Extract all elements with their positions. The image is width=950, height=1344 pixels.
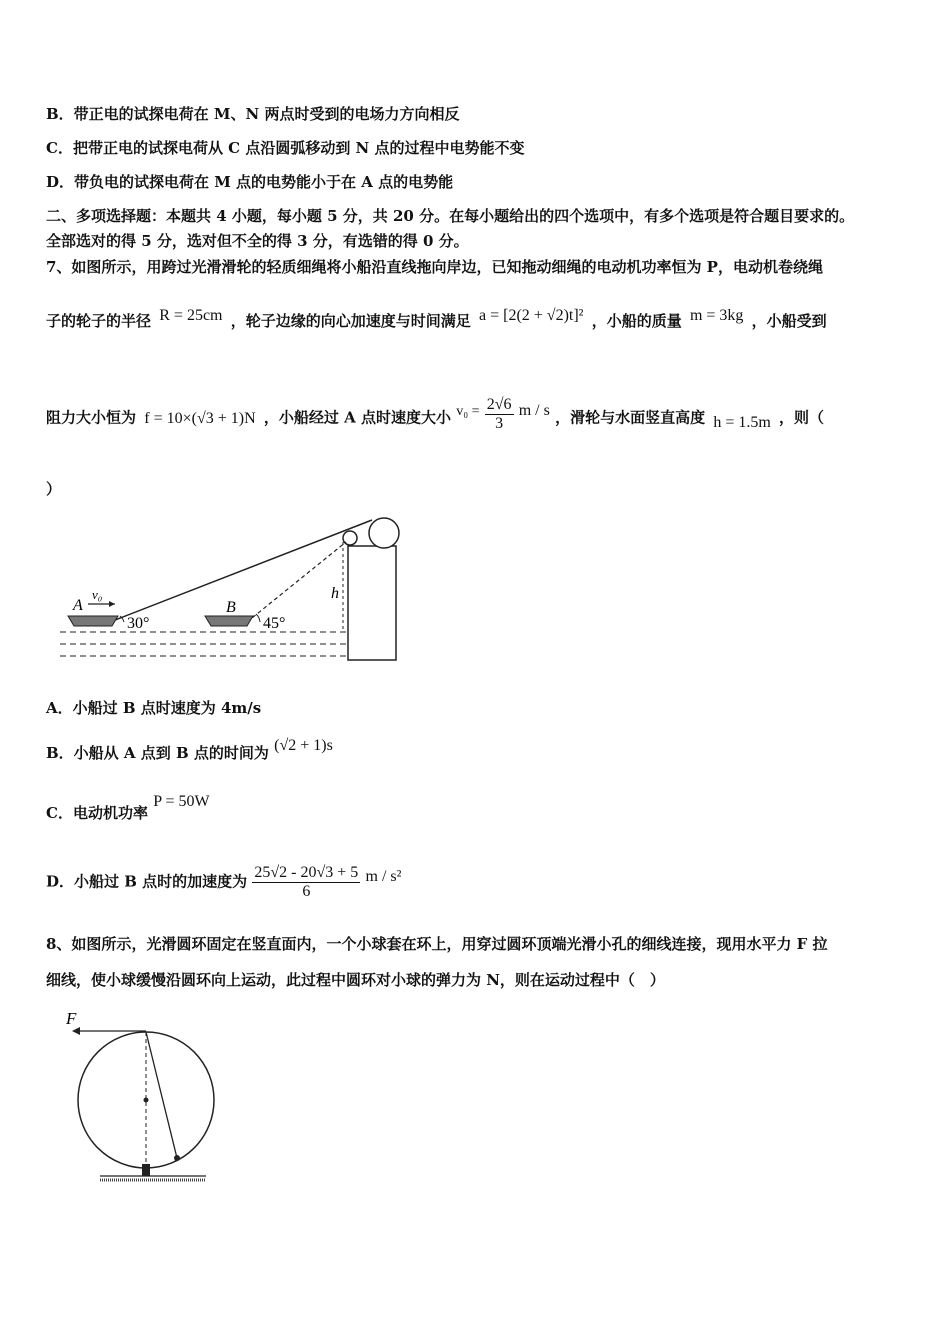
q7-text: ，小船的质量 [591, 312, 682, 330]
q6-option-c: C．把带正电的试探电荷从 C 点沿圆弧移动到 N 点的过程中电势能不变 [46, 139, 525, 157]
label-f: F [66, 1009, 77, 1028]
velocity-arrowhead [109, 601, 115, 607]
option-d-fraction [252, 864, 360, 901]
q7-option-d [46, 864, 401, 901]
q7-option-b [46, 737, 333, 763]
q8-stem-line2: 细线，使小球缓慢沿圆环向上运动，此过程中圆环对小球的弹力为 N，则在运动过程中（ ） [46, 971, 665, 989]
v0-unit: m / s [518, 401, 550, 419]
option-d-unit: m / s² [365, 867, 402, 885]
force-arrowhead [72, 1027, 80, 1035]
q7-text: ，轮子边缘的向心加速度与时间满足 [230, 312, 471, 330]
option-b-expression: (√2 + 1)s [274, 737, 333, 754]
radius-expression: R = 25cm [159, 307, 223, 324]
q8-ring-figure [60, 1006, 230, 1186]
q6-option-b: B．带正电的试探电荷在 M、N 两点时受到的电场力方向相反 [46, 105, 460, 123]
label-angle-30: 30° [127, 615, 150, 632]
label-h: h [331, 585, 339, 602]
thread [146, 1032, 177, 1158]
q7-stem-line1: 7、如图所示，用跨过光滑滑轮的轻质细绳将小船沿直线拖向岸边，已知拖动细绳的电动机功率恒为 P，电动机卷绕绳 [46, 258, 823, 276]
q7-text: ，小船经过 A 点时速度大小 [263, 408, 451, 427]
option-b-text: B．小船从 A 点到 B 点的时间为 [46, 744, 269, 762]
q7-text: 子的轮子的半径 [46, 312, 152, 330]
acceleration-expression: a = [2(2 + √2)t]² [478, 307, 584, 324]
motor-wheel [369, 518, 399, 548]
boat-a [68, 616, 118, 626]
q7-text: ，滑轮与水面竖直高度 [555, 408, 706, 427]
q8-stem-line1: 8、如图所示，光滑圆环固定在竖直面内，一个小球套在环上，用穿过圆环顶端光滑小孔的细线连接，现用水平力 F 拉 [46, 935, 828, 953]
boat-b [205, 616, 253, 626]
q7-text: 阻力大小恒为 [46, 408, 137, 427]
label-angle-45: 45° [263, 615, 286, 632]
resistance-expression: f = 10×(√3 + 1)N [144, 409, 256, 427]
q7-boat-pulley-figure [60, 512, 410, 664]
option-d-text: D．小船过 B 点时的加速度为 [46, 872, 248, 891]
mass-expression: m = 3kg [689, 307, 744, 324]
rope-to-b-dashed [247, 542, 346, 622]
option-c-text: C．电动机功率 [46, 804, 148, 822]
v0-numerator: 2√6 [486, 396, 512, 413]
label-a: A [73, 597, 83, 614]
q7-text: ，则（ [779, 408, 825, 427]
angle-arc-b [256, 614, 260, 622]
q7-text: ，小船受到 [751, 312, 827, 330]
option-d-denominator: 6 [302, 883, 311, 900]
v0-symbol: v₀ = [456, 403, 480, 419]
option-d-numerator: 25√2 - 20√3 + 5 [254, 864, 359, 881]
ring-center [144, 1098, 149, 1103]
section-2-heading-line1: 二、多项选择题：本题共 4 小题，每小题 5 分，共 20 分。在每小题给出的四个选项中，有多个选项是符合题目要求的。 [46, 207, 855, 225]
q7-stem-line2 [46, 307, 827, 331]
ring-support [142, 1164, 150, 1176]
label-b: B [226, 599, 236, 616]
v0-fraction [485, 396, 514, 433]
bank-pillar [348, 546, 396, 660]
q7-option-a: A．小船过 B 点时速度为 4m/s [46, 699, 262, 717]
section-2-heading-line2: 全部选对的得 5 分，选对但不全的得 3 分，有选错的得 0 分。 [46, 232, 469, 250]
height-expression: h = 1.5m [713, 413, 771, 431]
small-ball [174, 1155, 180, 1161]
q6-option-d: D．带负电的试探电荷在 M 点的电势能小于在 A 点的电势能 [46, 173, 454, 191]
q7-stem-line3 [46, 396, 825, 437]
rope-to-a [110, 520, 372, 622]
label-v0: v₀ [92, 587, 103, 602]
v0-denominator: 3 [495, 415, 504, 432]
option-c-expression: P = 50W [153, 793, 210, 810]
q7-option-c [46, 793, 210, 823]
q7-stem-line4: ） [46, 480, 62, 498]
